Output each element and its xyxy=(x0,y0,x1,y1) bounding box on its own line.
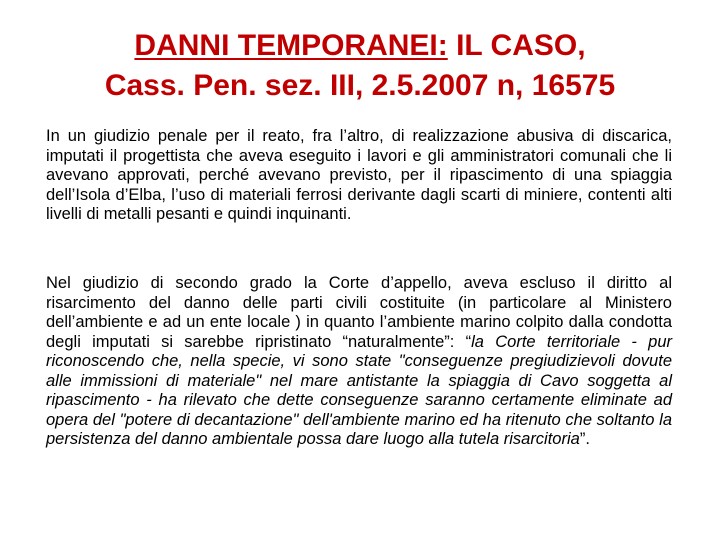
paragraph-appeal-intro: Nel giudizio di secondo grado la Corte d’appello, aveva escluso il diritto al risarcimento del danno delle parti civili costituite (in particolare al Ministero dell’ambiente e ad un ente locale ) in quanto l’ambiente marino colpito dalla condotta degli imputati si sarebbe ripristinato “naturalmente”: “ xyxy=(46,274,672,351)
paragraph-case-facts: In un giudizio penale per il reato, fra l’altro, di realizzazione abusiva di discarica, imputati il progettista che aveva eseguito i lavori e gli amministratori comunali che li avevano approvati, perché avevano previsto, per il ripascimento di una spiaggia dell’Isola d’Elba, l’uso di materiali ferrosi derivante dagli scarti di miniere, contenti alti livelli di metalli pesanti e quindi inquinanti. xyxy=(46,127,672,223)
paragraph-appeal-end: ”. xyxy=(579,430,590,448)
paragraph-appeal-quote: la Corte territoriale - pur riconoscendo che, nella specie, vi sono state "conseguenze pregiudizievoli dovute alle immissioni di materiale" nel mare antistante la spiaggia di Cavo soggetta al ripascimento - ha rilevato che dette conseguenze saranno certamente eliminate ad opera del "potere di decantazione" dell'ambiente marino ed ha ritenuto che soltanto la persistenza del danno ambientale possa dare luogo alla tutela risarcitoria xyxy=(46,332,673,448)
title-underlined-part: DANNI TEMPORANEI: xyxy=(134,29,448,62)
title-rest: IL CASO, xyxy=(447,29,586,62)
slide-title xyxy=(20,26,700,106)
paragraph-appeal-ruling xyxy=(46,274,672,450)
title-citation: Cass. Pen. sez. III, 2.5.2007 n, 16575 xyxy=(104,69,616,102)
